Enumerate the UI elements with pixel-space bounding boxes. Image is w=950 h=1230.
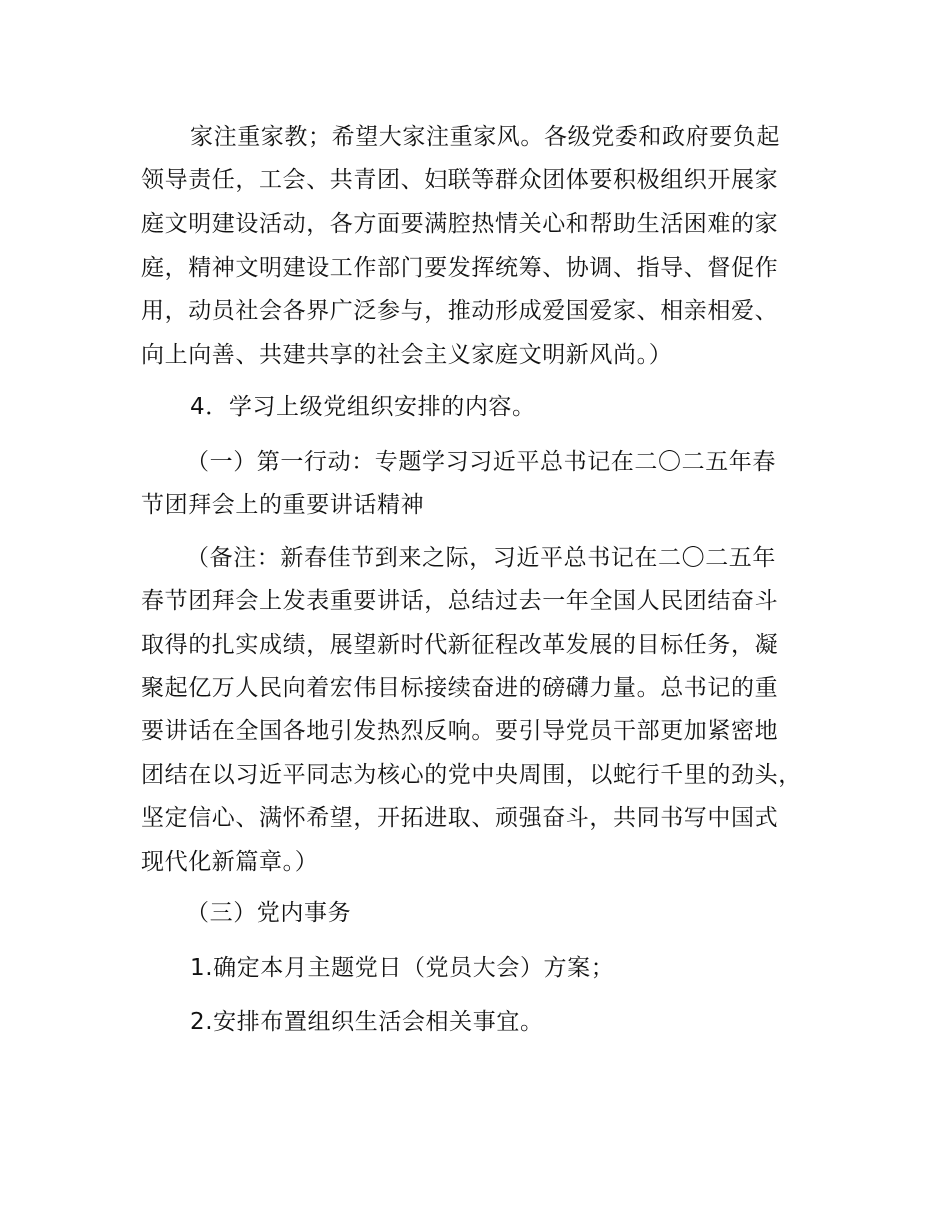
list-item: 1.确定本月主题党日（党员大会）方案； (190, 955, 615, 981)
list-item: 2.安排布置组织生活会相关事宜。 (190, 1009, 544, 1035)
text-line: 团结在以习近平同志为核心的党中央周围，以蛇行千里的劲头， (141, 762, 802, 788)
text-line: 用，动员社会各界广泛参与，推动形成爱国爱家、相亲相爱、 (141, 298, 779, 324)
text-line: 庭文明建设活动，各方面要满腔热情关心和帮助生活困难的家 (141, 211, 779, 237)
text-line: 坚定信心、满怀希望，开拓进取、顽强奋斗，共同书写中国式 (141, 805, 779, 831)
text-line: 现代化新篇章。） (141, 849, 319, 875)
text-line: 取得的扎实成绩，展望新时代新征程改革发展的目标任务，凝 (141, 632, 779, 658)
text-line: 向上向善、共建共享的社会主义家庭文明新风尚。） (141, 342, 673, 368)
text-line: 领导责任，工会、共青团、妇联等群众团体要积极组织开展家 (141, 167, 779, 193)
text-line: 节团拜会上的重要讲话精神 (141, 492, 425, 518)
text-line: 要讲话在全国各地引发热烈反响。要引导党员干部更加紧密地 (141, 718, 779, 744)
text-line: 春节团拜会上发表重要讲话，总结过去一年全国人民团结奋斗 (141, 588, 779, 614)
text-line: 4．学习上级党组织安排的内容。 (190, 394, 536, 420)
text-line: 聚起亿万人民向着宏伟目标接续奋进的磅礴力量。总书记的重 (141, 675, 779, 701)
text-line: 庭，精神文明建设工作部门要发挥统筹、协调、指导、督促作 (141, 255, 779, 281)
text-line: （三）党内事务 (186, 900, 352, 926)
text-line: （一）第一行动：专题学习习近平总书记在二〇二五年春 (186, 449, 776, 475)
text-line: （备注：新春佳节到来之际，习近平总书记在二〇二五年 (186, 545, 776, 571)
text-line: 家注重家教；希望大家注重家风。各级党委和政府要负起 (190, 124, 780, 150)
